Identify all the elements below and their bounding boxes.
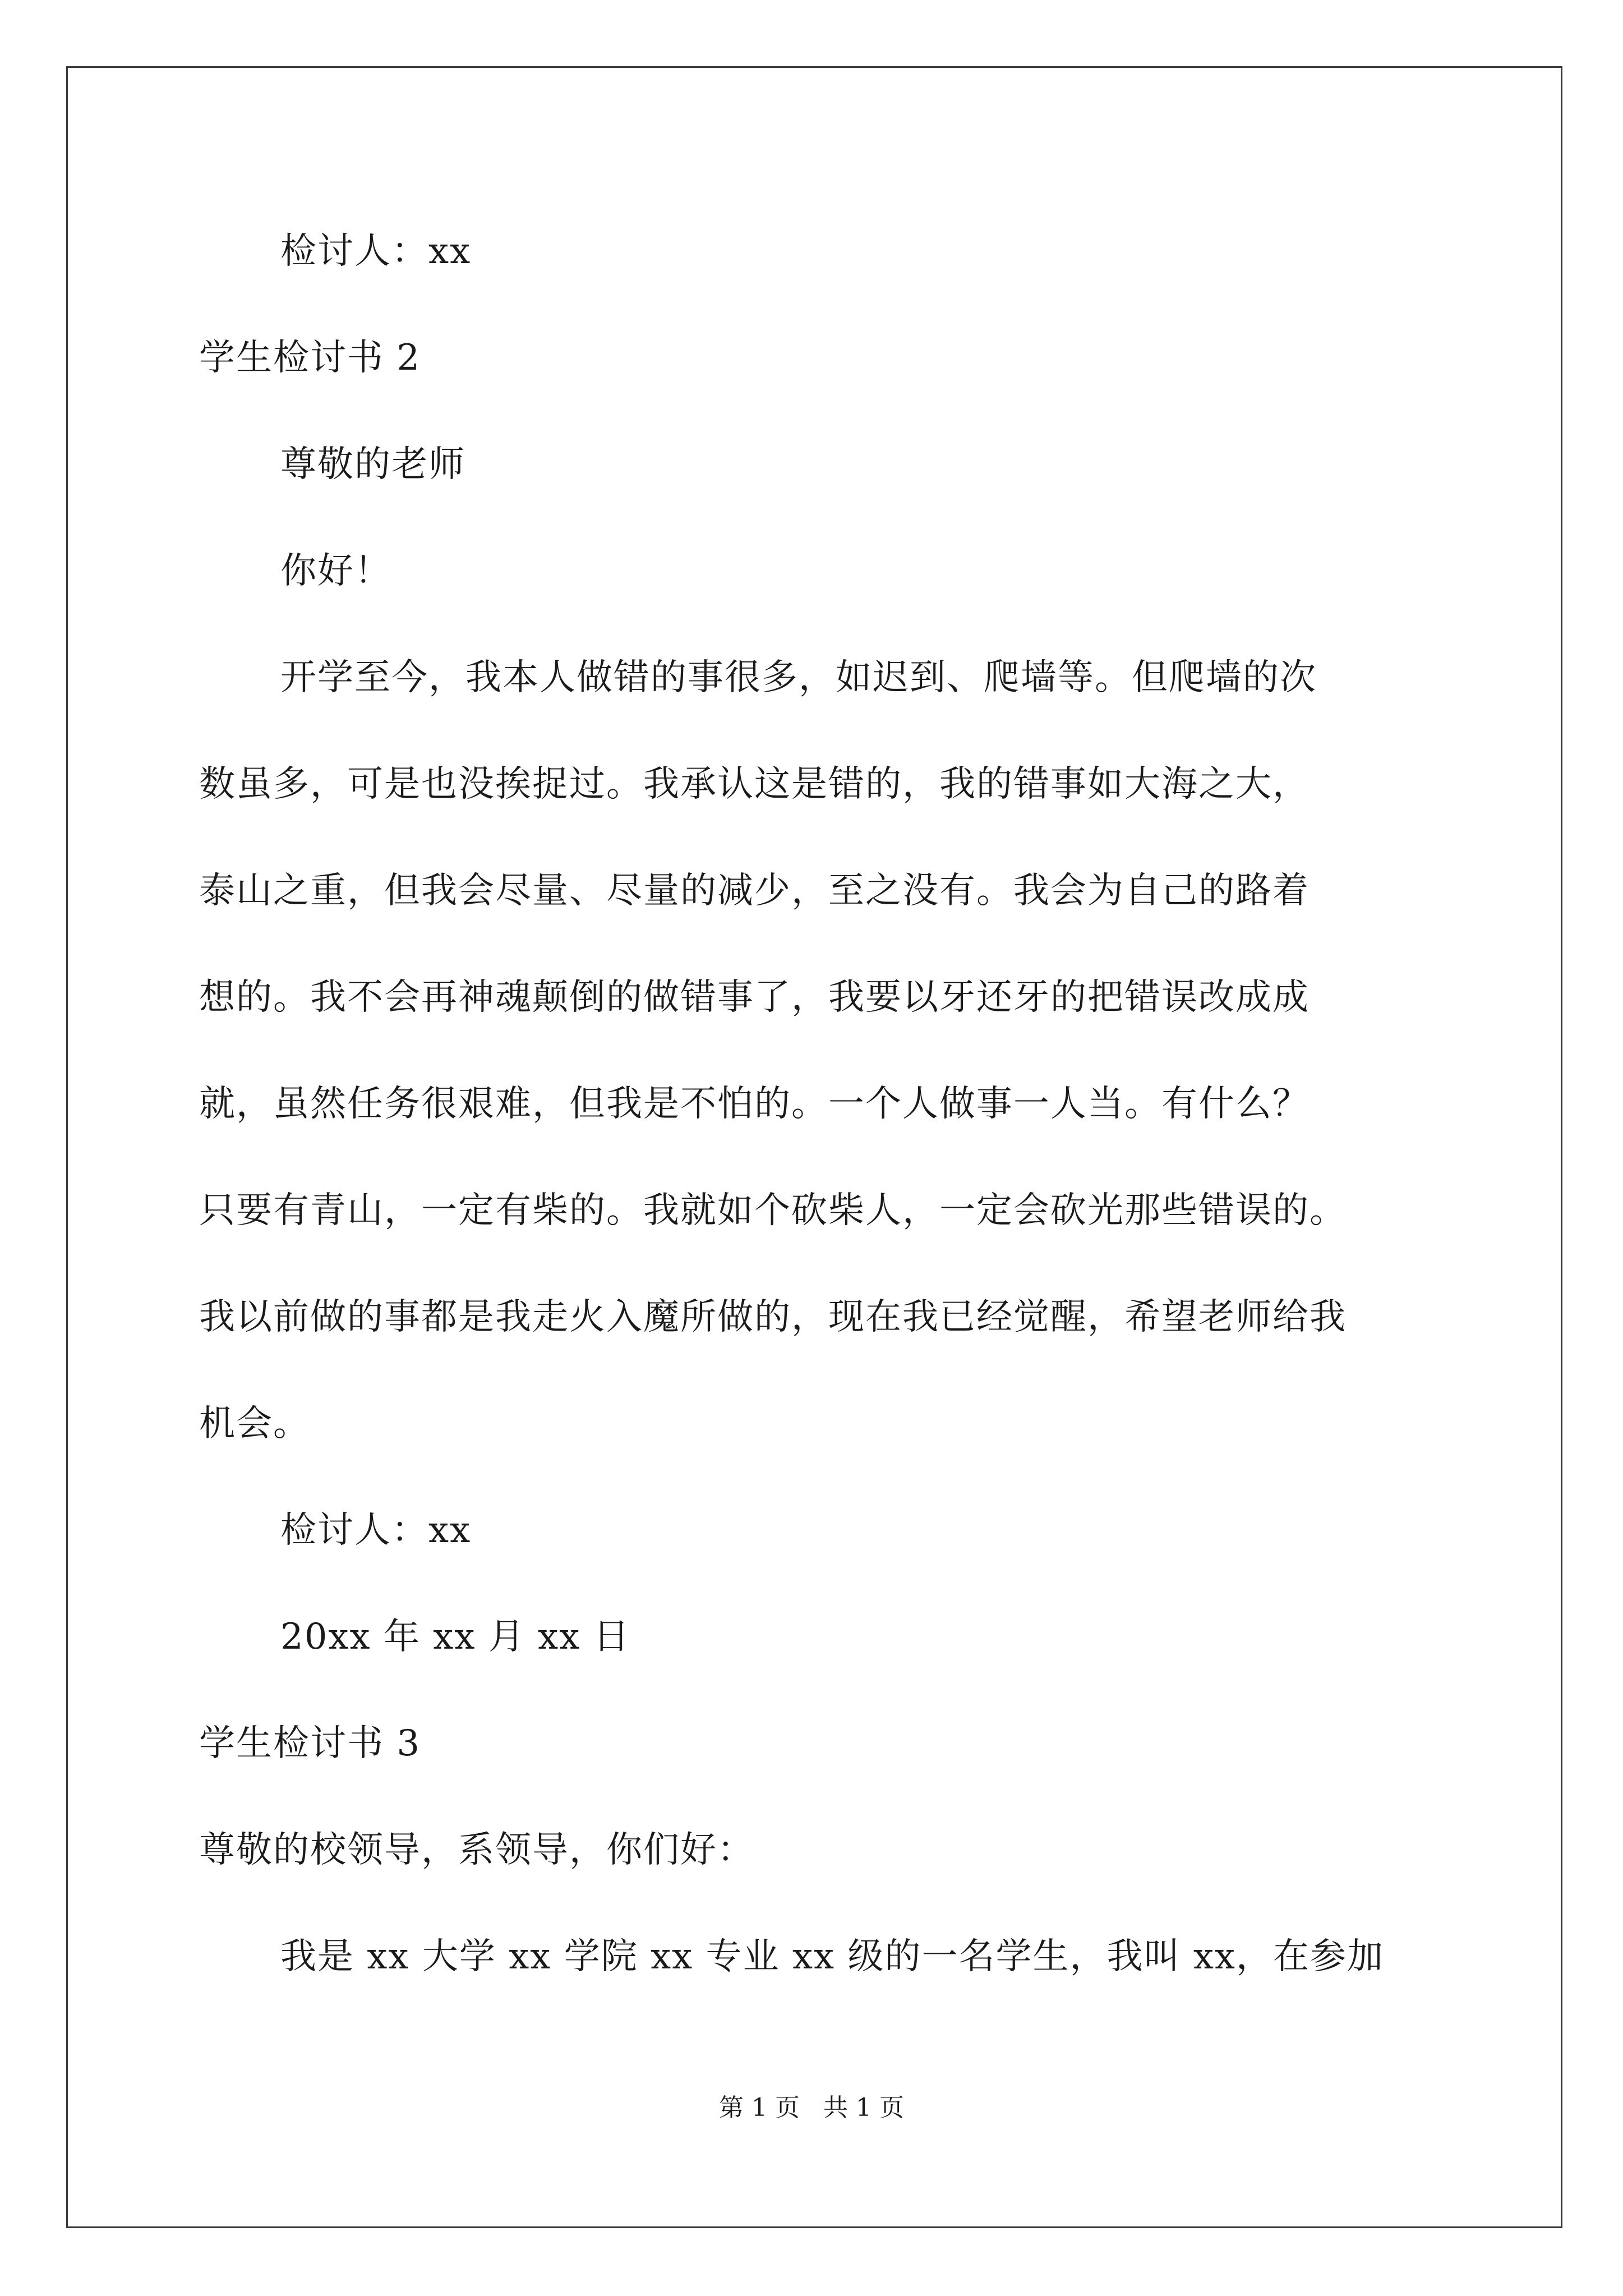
paragraph-line: 泰山之重，但我会尽量、尽量的减少，至之没有。我会为自己的路着 bbox=[199, 870, 1310, 912]
paragraph-line: 机会。 bbox=[199, 1403, 310, 1444]
paragraph-line: 我以前做的事都是我走火入魔所做的，现在我已经觉醒，希望老师给我 bbox=[199, 1296, 1347, 1338]
signature-line: 检讨人：xx bbox=[280, 231, 472, 272]
paragraph-line: 就，虽然任务很艰难，但我是不怕的。一个人做事一人当。有什么？ bbox=[199, 1083, 1310, 1125]
date-line: 20xx 年 xx 月 xx 日 bbox=[280, 1616, 630, 1658]
paragraph-line: 我是 xx 大学 xx 学院 xx 专业 xx 级的一名学生，我叫 xx，在参加 bbox=[280, 1936, 1385, 1977]
paragraph-line: 开学至今，我本人做错的事很多，如迟到、爬墙等。但爬墙的次 bbox=[280, 657, 1317, 698]
signature-line: 检讨人：xx bbox=[280, 1510, 472, 1551]
paragraph-line: 数虽多，可是也没挨捉过。我承认这是错的，我的错事如大海之大， bbox=[199, 763, 1310, 805]
page-number-footer: 第 1 页 共 1 页 bbox=[719, 2093, 904, 2122]
greeting: 你好！ bbox=[280, 550, 391, 592]
salutation: 尊敬的校领导，系领导，你们好： bbox=[199, 1829, 754, 1871]
page-border bbox=[66, 66, 1562, 2228]
section-heading: 学生检讨书 2 bbox=[199, 337, 421, 379]
paragraph-line: 想的。我不会再神魂颠倒的做错事了，我要以牙还牙的把错误改成成 bbox=[199, 977, 1310, 1018]
paragraph-line: 只要有青山，一定有柴的。我就如个砍柴人，一定会砍光那些错误的。 bbox=[199, 1190, 1347, 1231]
salutation: 尊敬的老师 bbox=[280, 444, 465, 485]
section-heading: 学生检讨书 3 bbox=[199, 1723, 421, 1764]
